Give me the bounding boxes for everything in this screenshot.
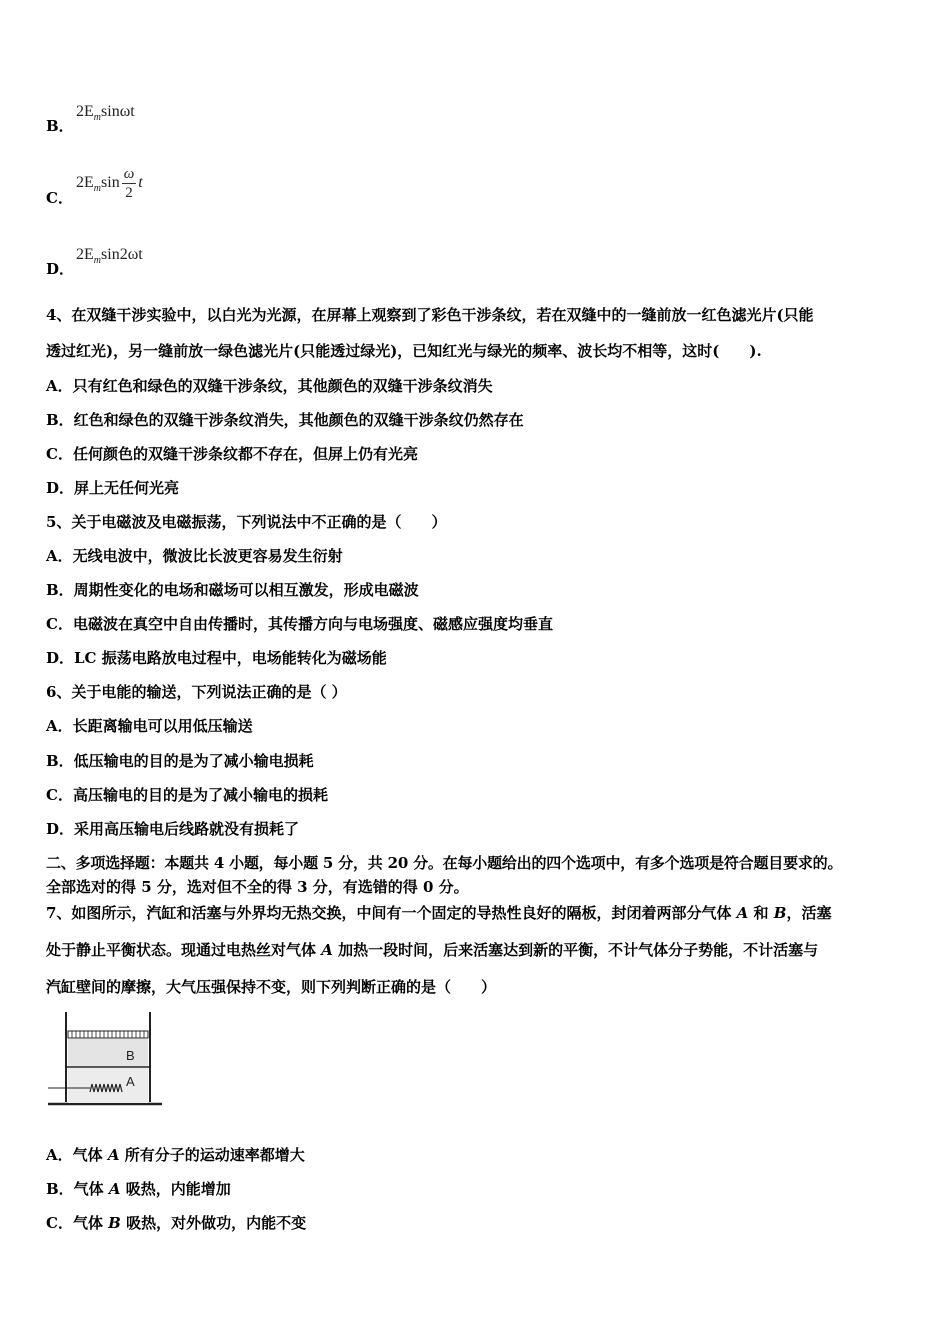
q5-option-b: B．周期性变化的电场和磁场可以相互激发，形成电磁波 (46, 581, 419, 599)
q6-stem: 6、关于电能的输送，下列说法正确的是（ ） (46, 683, 347, 701)
formula-fraction (122, 165, 137, 202)
q7-text: 加热一段时间，后来活塞达到新的平衡，不计气体分子势能，不计活塞与 (332, 941, 819, 959)
q3-option-b (46, 116, 74, 136)
fraction-denominator: 2 (125, 185, 133, 201)
fraction-numerator: ω (123, 166, 135, 182)
option-label: C． (46, 189, 73, 207)
q6-option-d: D．采用高压输电后线路就没有损耗了 (46, 820, 300, 838)
formula-coef: 2E (76, 246, 94, 263)
label-b: B (126, 1048, 135, 1063)
option-text: A．气体 (46, 1146, 108, 1164)
formula-coef: 2E (76, 174, 94, 192)
q3-option-d-formula (76, 246, 143, 266)
cylinder-diagram (46, 1008, 166, 1114)
q7-text: 处于静止平衡状态。现通过电热丝对气体 (46, 941, 322, 959)
label-a: A (126, 1074, 135, 1089)
q6-option-c: C．高压输电的目的是为了减小输电的损耗 (46, 786, 328, 804)
option-text: 吸热，内能增加 (120, 1180, 231, 1198)
formula-subscript: m (93, 183, 102, 195)
option-label: D． (46, 260, 75, 278)
section-2-header-line1: 二、多项选择题：本题共 4 小题，每小题 5 分，共 20 分。在每小题给出的四个选项中，有多个选项是符合题目要求的。 (46, 854, 843, 872)
q5-stem: 5、关于电磁波及电磁振荡，下列说法中不正确的是（ ） (46, 513, 447, 531)
q4-stem-line2: 透过红光)，另一缝前放一绿色滤光片(只能透过绿光)，已知红光与绿光的频率、波长均不相等，这时( ). (46, 342, 762, 360)
q4-option-d: D．屏上无任何光亮 (46, 479, 180, 497)
option-var: A (107, 1146, 120, 1164)
q7-stem-line1 (46, 903, 831, 923)
formula-func: sinωt (101, 103, 135, 120)
q4-stem-line1: 4、在双缝干涉实验中，以白光为光源，在屏幕上观察到了彩色干涉条纹，若在双缝中的一缝前放一红色滤光片(只能 (46, 306, 814, 324)
q5-option-a: A．无线电波中，微波比长波更容易发生衍射 (46, 547, 343, 565)
q4-option-c: C．任何颜色的双缝干涉条纹都不存在，但屏上仍有光亮 (46, 445, 418, 463)
q3-option-b-formula (76, 103, 135, 123)
q6-option-a: A．长距离输电可以用低压输送 (46, 717, 253, 735)
formula-func: sin (101, 174, 120, 192)
section-2-header-line2: 全部选对的得 5 分，选对但不全的得 3 分，有选错的得 0 分。 (46, 878, 469, 896)
option-text: B．气体 (46, 1180, 109, 1198)
q3-option-d (46, 259, 74, 279)
q7-var-a: A (321, 941, 333, 959)
q7-text: ，活塞 (786, 904, 832, 922)
q5-option-c: C．电磁波在真空中自由传播时，其传播方向与电场强度、磁感应强度均垂直 (46, 615, 553, 633)
formula-subscript: m (93, 255, 102, 266)
option-var: B (108, 1214, 121, 1232)
option-var: A (108, 1180, 121, 1198)
q7-text: 7、如图所示，汽缸和活塞与外界均无热交换，中间有一个固定的导热性良好的隔板，封闭着两部分气体 (46, 904, 737, 922)
q3-option-c-formula (76, 165, 143, 202)
option-label: B． (46, 117, 74, 135)
q7-stem-line2 (46, 940, 818, 960)
q7-text: 和 (748, 904, 774, 922)
q5-option-d: D．LC 振荡电路放电过程中，电场能转化为磁场能 (46, 649, 387, 667)
option-text: 吸热，对外做功，内能不变 (120, 1214, 307, 1232)
q7-var-b: B (773, 904, 787, 922)
formula-variable: t (138, 174, 143, 192)
q7-option-c (46, 1213, 306, 1233)
q7-option-a (46, 1145, 305, 1165)
gas-b-region (68, 1039, 148, 1066)
q4-option-b: B．红色和绿色的双缝干涉条纹消失，其他颜色的双缝干涉条纹仍然存在 (46, 411, 524, 429)
q6-option-b: B．低压输电的目的是为了减小输电损耗 (46, 752, 314, 770)
q7-stem-line3: 汽缸壁间的摩擦，大气压强保持不变，则下列判断正确的是（ ） (46, 978, 497, 996)
option-text: C．气体 (46, 1214, 109, 1232)
q4-option-a: A．只有红色和绿色的双缝干涉条纹，其他颜色的双缝干涉条纹消失 (46, 377, 493, 395)
q3-option-c (46, 188, 73, 208)
q7-var-a: A (736, 904, 749, 922)
formula-coef: 2E (76, 103, 94, 120)
formula-subscript: m (93, 112, 102, 123)
option-text: 所有分子的运动速率都增大 (119, 1146, 305, 1164)
q7-option-b (46, 1179, 231, 1199)
formula-func: sin2ωt (101, 246, 143, 263)
